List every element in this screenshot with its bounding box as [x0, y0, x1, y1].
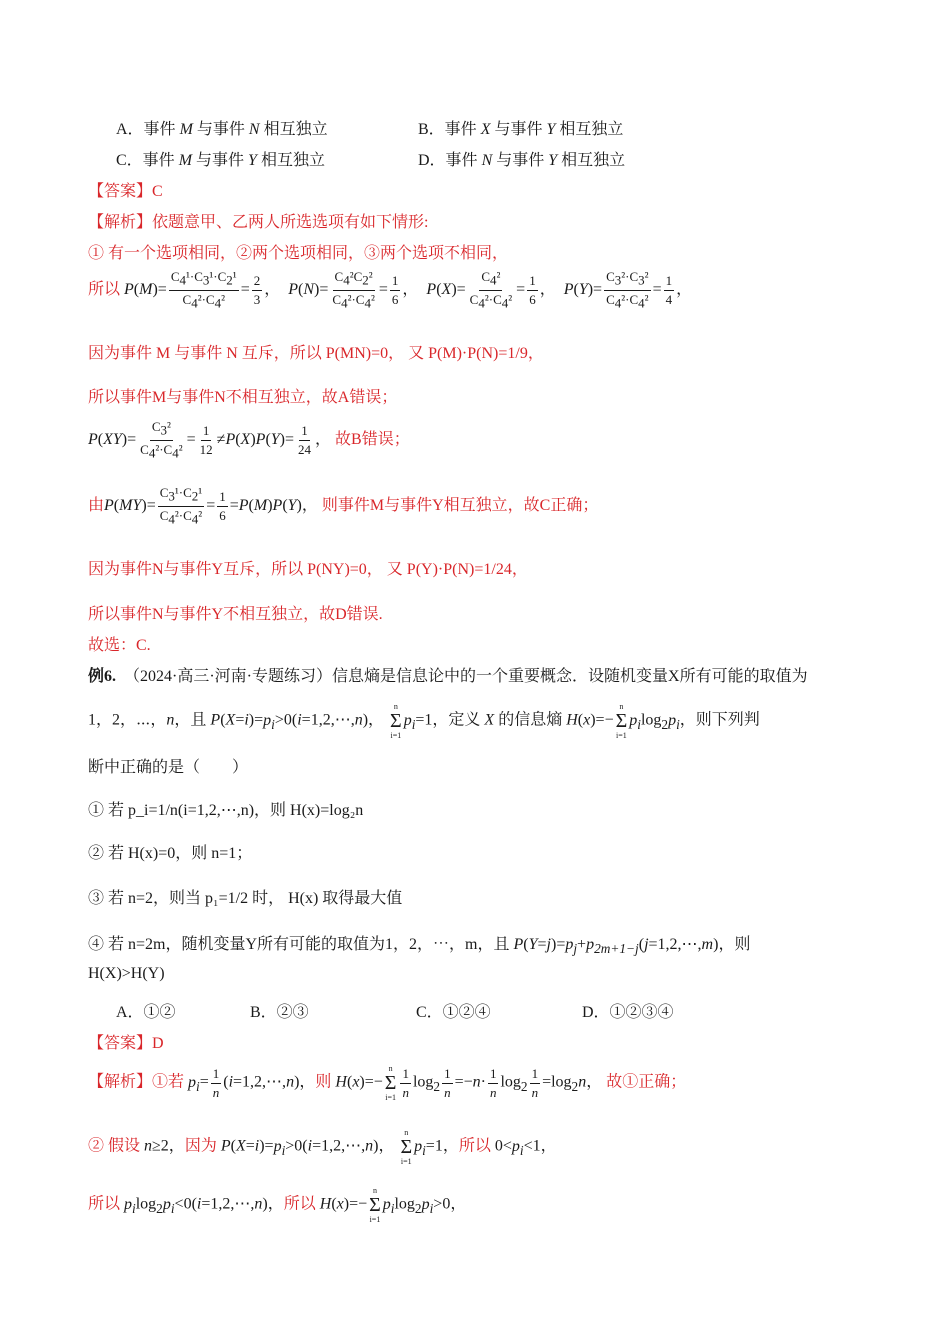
option-a: A．事件 M 与事件 N 相互独立: [116, 121, 328, 138]
choose-1: 故选：C.: [88, 637, 151, 654]
analysis-2-line-3: 所以 $p_i\log_2p_i<0(i=1,2,\cdots,n)$，所以 H(x)=− n Σ i=1 $p_i\log_2p_i>0$，: [88, 1186, 467, 1224]
option-c: C．事件 M 与事件 Y 相互独立: [116, 152, 325, 169]
answer-1: 【答案】C: [88, 183, 163, 200]
analysis-2-line-2: ② 假设 n≥2，因为 $P(X=i)=p_i>0(i=1,2,\cdots,n)$， n Σ i=1 $p_i=1$，所以 $0<p_i<1$，: [88, 1128, 557, 1166]
option-d: D．事件 N 与事件 Y 相互独立: [418, 152, 626, 169]
pxy-line: P(XY)= $\frac{C_3^2}{C_4^2\cdot C_4^2}$ = $\frac{1}{12}$ ≠P(X)P(Y)= $\frac{1}{24}$ ， 故B错误；: [88, 419, 410, 461]
example-6-stem-2: 1，2，⋯，n，且 $P(X=i)=p_i>0(i=1,2,\cdots,n)$， n Σ i=1 $p_i=1$，定义 X 的信息熵 H(x)=− n Σ i=1 $p_i\log_2p_i$，则下列判: [88, 702, 760, 740]
mutual-exclusive-ny: 因为事件N与事件Y互斥，所以 P(NY)=0， 又 P(Y)·P(N)=1/24，: [88, 561, 528, 578]
mutual-exclusive-mn: 因为事件 M 与事件 N 互斥，所以 P(MN)=0， 又 P(M)·P(N)=1/9，: [88, 345, 544, 362]
pmy-line: 由P(MY)= $\frac{C_3^1\cdot C_2^1}{C_4^2\cdot C_4^2}$ = $\frac{1}{6}$ =P(M)P(Y)， 则事件M与事件Y相互独立，故C正确；: [88, 485, 599, 527]
statement-4b: H(X)>H(Y): [88, 965, 165, 982]
choice-b: B．②③: [250, 1004, 309, 1021]
conclusion-a: 所以事件M与事件N不相互独立，故A错误；: [88, 389, 398, 406]
analysis-2-line-1: 【解析】①若 $p_i=$ $\frac{1}{n}$ (i=1,2,⋯,n)，则 H(x)=− n Σ i=1 $\frac{1}{n}$ $\log_2$ $\frac{1}{n}$ =−n· $\frac{1}{n}$ $\log_2$ $\frac{1}{n}$ $=\log_2n$， 故①正确；: [88, 1064, 687, 1102]
choice-d: D．①②③④: [582, 1004, 674, 1021]
statement-1: ① 若 p_i=1/n(i=1,2,⋯,n)，则 H(x)=log₂n: [88, 802, 364, 819]
analysis-1-intro: 【解析】依题意甲、乙两人所选选项有如下情形:: [88, 214, 429, 231]
statement-2: ② 若 H(x)=0，则 n=1；: [88, 845, 253, 862]
answer-2: 【答案】D: [88, 1035, 164, 1052]
probability-line: 所以 P(M)= $\frac{C_4^1\cdot C_3^1\cdot C_2^1}{C_4^2\cdot C_4^2}$ = $\frac{2}{3}$ ， P(N)= $\frac{C_4^2C_2^2}{C_4^2\cdot C_4^2}$ = $\frac{1}{6}$ ， P(X)= $\frac{C_4^2}{C_4^2\cdot C_4^2}$ = $\frac{1}{6}$ ， P(Y)= $\frac{C_3^2\cdot C_3^2}{C_4^2\cdot C_4^2}$ = $\frac{1}{4}$ ，: [88, 269, 693, 311]
option-b: B．事件 X 与事件 Y 相互独立: [418, 121, 624, 138]
statement-3: ③ 若 n=2，则当 p₁=1/2 时， H(x) 取得最大值: [88, 890, 403, 907]
analysis-1-cases: ① 有一个选项相同，②两个选项相同，③两个选项不相同，: [88, 245, 509, 262]
example-6-stem-tail: 断中正确的是（ ）: [88, 759, 249, 776]
example-6-stem: 例6. （2024·高三·河南·专题练习）信息熵是信息论中的一个重要概念．设随机变量X所有可能的取值为: [88, 668, 808, 685]
statement-4: ④ 若 n=2m，随机变量Y所有可能的取值为1，2，⋯，m，且 $P(Y=j)=p_j+p_{2m+1-j}(j=1,2,\cdots,m)$，则: [88, 936, 751, 957]
conclusion-d: 所以事件N与事件Y不相互独立，故D错误.: [88, 606, 383, 623]
choice-c: C．①②④: [416, 1004, 491, 1021]
choice-a: A．①②: [116, 1004, 176, 1021]
